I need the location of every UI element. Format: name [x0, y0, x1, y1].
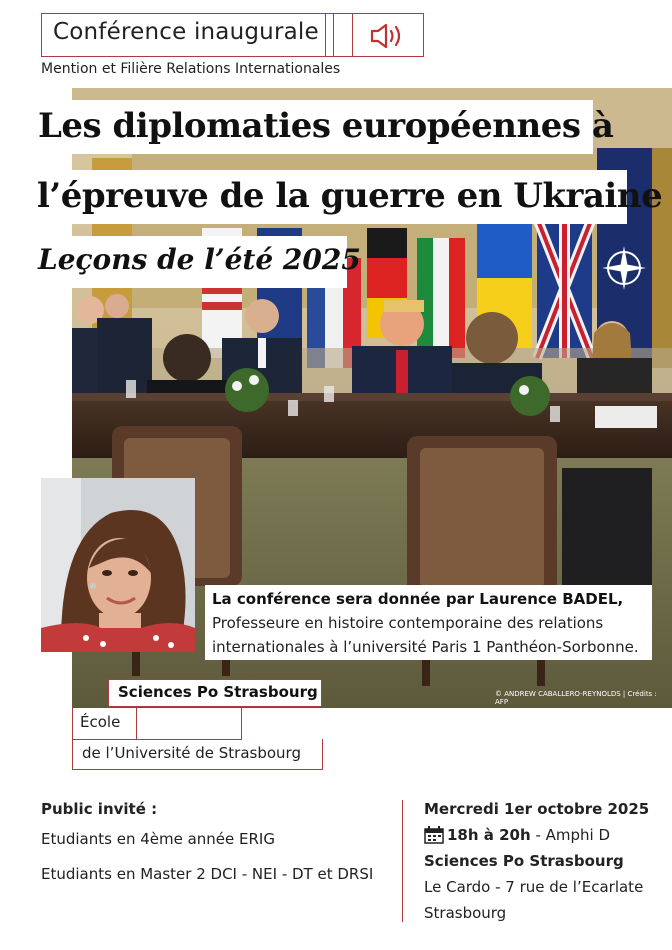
audience-item: Etudiants en Master 2 DCI - NEI - DT et DRSI	[41, 865, 374, 883]
header-divider	[333, 13, 334, 57]
event-address: Le Cardo - 7 rue de l’Ecarlate	[424, 878, 644, 896]
speaker-portrait	[41, 478, 195, 652]
divider	[72, 769, 322, 770]
program-subtitle: Mention et Filière Relations Internationales	[41, 61, 341, 77]
event-time-line	[447, 826, 610, 844]
event-room: - Amphi D	[530, 826, 611, 844]
event-time: 18h à 20h	[447, 826, 531, 844]
speaker-role-line2: internationales à l’université Paris 1 Panthéon-Sorbonne.	[212, 638, 639, 656]
institution-line2: de l’Université de Strasbourg	[82, 744, 301, 762]
calendar-icon	[424, 826, 444, 848]
event-venue: Sciences Po Strasbourg	[424, 852, 624, 870]
audience-heading: Public invité :	[41, 800, 158, 818]
header-divider	[352, 13, 353, 57]
institution-line1: École	[80, 713, 121, 731]
divider	[136, 708, 137, 739]
event-city: Strasbourg	[424, 904, 507, 922]
speaker-intro: La conférence sera donnée par Laurence BADEL,	[212, 590, 624, 608]
event-date: Mercredi 1er octobre 2025	[424, 800, 650, 818]
conference-label: Conférence inaugurale	[53, 19, 319, 45]
headline-line1: Les diplomaties européennes à	[38, 106, 614, 146]
headline-subtitle: Leçons de l’été 2025	[38, 243, 361, 276]
institution-name: Sciences Po Strasbourg	[118, 683, 318, 701]
header-divider	[325, 13, 326, 57]
speaker-icon[interactable]	[368, 22, 408, 54]
speaker-role-line1: Professeure en histoire contemporaine des relations	[212, 614, 604, 632]
divider	[72, 739, 242, 740]
photo-credit: © ANDREW CABALLERO-REYNOLDS | Crédits : AFP	[495, 690, 657, 706]
column-divider	[402, 800, 403, 922]
audience-item: Etudiants en 4ème année ERIG	[41, 830, 275, 848]
headline-line2: l’épreuve de la guerre en Ukraine	[37, 176, 663, 216]
divider	[322, 739, 323, 770]
divider	[241, 708, 242, 739]
